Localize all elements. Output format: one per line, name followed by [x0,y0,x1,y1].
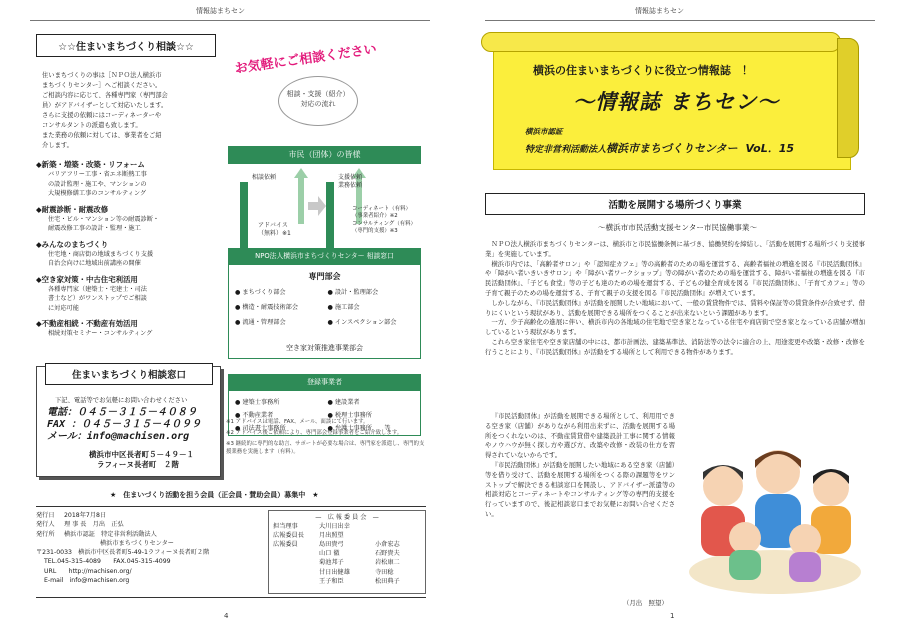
arrow-down-bar [326,182,334,248]
intro-line: 員）がアドバイザーとして対応いたします。 [42,102,168,109]
note-item: ※2 アドバイス後ご依頼により、専門部会登録事業者をご紹介致します。 [226,430,403,436]
article-paragraph: しかしながら、『市民活動団体』が活動を展開したい地域において、一般の賃貸物件では、賃料や保証等の賃貸条件が合致せず、借りにくいという現状があり、活動を展開できる場所をつくることが出来ないという課題があります。 [485,298,865,317]
article-paragraph: 横浜市内では、「高齢者サロン」や「認知症カフェ」等の高齢者のための場を運営する、高齢者福祉の増進を図る『市民活動団体』や「障がい者いきいきサロン」や「障がい者ワークショップ」等の障がい者のための場を運営する、障がい者福祉の増進を図る『市民活動団体』、「子ども食堂」等の子ども達のための場を運営する、子どもの健全育成を図る『市民活動団体』、「子育てカフェ」等の子育て親子のための場を運営する、子育て親子の支援を図る『市民活動団体』が増えています。 [485,259,865,297]
committee-role [273,568,319,577]
running-head-right: 情報誌まちセン [635,7,684,15]
service-desc: に対応可能 [48,304,79,312]
service-title: ◆新築・増築・改築・リフォーム [36,160,145,169]
scroll-top-roll [481,32,841,52]
service-desc: 自治会向けに地域出前講座の開催 [48,260,141,267]
consult-intro [36,71,216,151]
section-subtitle: ～横浜市市民活動支援センター市民協働事業～ [597,223,758,232]
article-paragraph: 『市民活動団体』が活動を展開できる場所として、利用用できる空き家（店舗）がありながら利用出来ずに、活動を展開する場所をつくれないのは、不動産賃貸借や建築設計工事に関する情報やノウハウが無く探し方や選び方、改築や改修・改装の仕方を習得されていないからです。 [485,412,675,460]
committee-role: 広報委員長 [273,532,304,540]
header-rule-left [30,20,430,21]
page-number-left: 4 [224,612,229,620]
person-body [789,552,821,582]
colophon-row [36,567,261,576]
label-line: コンサルティング（有料） [352,220,416,227]
person-body [729,550,761,580]
banner-cert: 横浜市認証 [525,127,563,136]
label-line: （専門的支援）※3 [352,228,398,235]
running-head-left: 情報誌まちセン [196,7,245,15]
email-address[interactable]: メール：info@machisen.org [47,431,190,442]
service-desc: 住宅・ビル・マンション等の耐震診断・ [48,215,160,223]
service-title: ◆みんなのまちづくり [36,239,109,249]
table-shape [689,550,861,594]
note-item: ※1 アドバイスは電話、FAX、メール、面談にて行います。 [226,419,369,425]
oval-line: 対応の流れ [300,100,336,108]
service-item [36,274,216,314]
label-line: （事業者紹介）※2 [352,213,398,220]
dept-item: ● 施工部会 [327,304,360,311]
banner-title: ～情報誌 まちセン～ [573,90,780,114]
colophon-row [36,548,261,557]
label-consult-request: 相談依頼 [252,174,277,181]
address-line: ラフィーヌ長者町 ２階 [97,460,179,469]
service-desc: 相続対策セミナー・コンサルティング [48,330,153,337]
article-paragraph: これら空き家住宅や空き家店舗の中には、都市計画法、建築基準法、消防法等の法令に適合の上、用途変更や改築・改修・改修を行うことにより、『市民活動団体』が活動をする場所として利用できる物件があります。 [485,337,865,356]
service-title: ◆耐震診断・耐震改修 [36,204,109,214]
committee-member: 月出照望 [319,532,344,540]
service-desc: バリアフリー工事・省エネ断熱工事 [48,171,147,178]
email-link[interactable]: E-mail info@machisen.org [44,577,130,585]
registered-business-bar: 登録事業者 [228,374,421,390]
flow-oval [278,76,358,126]
banner-org [525,140,794,156]
article-body [485,240,865,358]
committee-row [273,540,421,549]
window-note: 下記、電話等でお気軽にお問い合わせください [55,397,188,404]
label-line: コーディネート（有料） [352,206,411,212]
committee-member: 岩松康二 [375,559,400,567]
consult-title: ☆☆住まいまちづくり相談☆☆ [36,34,216,57]
colophon-row [36,530,261,539]
committee-member: 大川日出幸 [319,523,350,531]
colophon-value: 横浜市認証 特定非営利活動法人 [64,530,157,538]
registered-item: ● 建設業者 [327,399,360,406]
committee-member: 石野貴夫 [375,550,400,558]
arrow-up-head [294,168,308,178]
org-name: 横浜市まちづくりセンター [606,142,738,155]
flow-notes [226,418,426,459]
committee-member: 王子和臣 [319,577,344,585]
service-item [36,159,216,199]
service-desc: 各種専門家（建築士・宅建士・司法 [48,285,147,293]
committee-member: 寺田稔 [375,568,394,576]
arrow-down-bar [240,182,248,248]
publisher-info [36,511,261,585]
committee-member: 小倉宏志 [375,541,400,549]
committee-role [273,549,319,558]
article-body-narrow [485,412,675,520]
label-line: 業務依頼 [338,182,363,189]
committee-row [273,577,421,586]
title-banner [475,28,865,178]
okigaru-heading: お気軽にご相談ください [233,42,378,77]
committee-role: 広報委員 [273,541,298,549]
url-link[interactable]: URL http://machisen.org/ [44,567,132,575]
committee-row [273,558,421,567]
service-item [36,239,216,269]
article-paragraph: 『市民活動団体』が活動を展開したい地域にある空き家（店舗）等を借り受けて、活動を展開する場所をつくる際の課題等をワンストップで解決できる相談窓口を開設し、アドバイザー派遣等の相談対応とコーディネートやコンサルティング等の専門的支援を行っていますので、後記相談窓口までお気軽にお問い合せください。 [485,460,675,518]
colophon-row [36,576,261,585]
dept-item: ● インスペクション部会 [327,319,397,326]
article-paragraph: ＮＰＯ法人横浜市まちづくりセンターは、横浜市と市民協働条例に基づき、協働契約を締結し、「活動を展開する場所づくり支援事業」を実施しています。 [485,240,865,258]
person-head [789,524,821,556]
committee-row [273,531,421,540]
label-advice [258,222,291,238]
colophon-key: 発行日 [36,512,55,519]
service-title: ◆空き家対策・中古住宅利活用 [36,274,138,284]
committee-heading: — 広 報 委 員 会 — [315,514,379,521]
intro-line: また業務の依頼に対しては、事業者をご紹 [42,132,162,139]
committee-member: 島田貴弓 [319,541,344,549]
colophon-value: TEL.045-315-4089 FAX.045-315-4099 [44,558,171,566]
service-title: ◆不動産相続・不動産有効活用 [36,319,138,328]
dept-item: ● 設計・監理部会 [327,289,379,296]
header-rule-right [485,20,875,21]
article-paragraph: 一方、少子高齢化の進展に伴い、横浜市内の各地域の住宅地で空き家となっている住宅や商店街で空き家となっている店舗が増加しているという現状があります。 [485,318,865,337]
consult-section [36,34,216,354]
committee-row [273,522,421,531]
service-list [36,159,216,339]
scroll-right-roll [837,38,859,158]
consult-window-box [36,366,221,477]
intro-line: コンサルタントの派遣も致します。 [42,122,142,129]
colophon-value: 理 事 長 月出 正弘 [64,521,124,529]
registered-item: ● 建築士事務所 [235,399,280,406]
phone-number[interactable]: 電話：０４５－３１５－４０８９ [47,407,197,418]
registered-item: ● 不動産業者 [235,412,274,419]
dept-item: ● 流通・管理部会 [235,319,286,326]
banner-subtitle: 横浜の住まいまちづくりに役立つ情報誌 ！ [533,64,753,77]
npo-window-bar: NPO法人横浜市まちづくりセンター 相談窓口 [228,248,421,264]
person-head [729,522,761,554]
colophon-row [36,557,261,566]
committee-member: 山口 徹 [319,550,340,558]
service-desc: の設計監理・施工や、マンションの [48,180,147,188]
committee-member: 甘日出健雄 [319,568,350,576]
volume-number: VoL．15 [745,142,795,155]
committee-role: 担当理事 [273,523,298,531]
service-item [36,318,216,339]
colophon-value: 横浜市まちづくりセンター [100,539,174,547]
label-line: （無料）※1 [258,230,291,237]
note-item: ※3 継続的に専門的な助言、サポートが必要な場合は、専門家を派遣し、専門的支援業務を実施します（有料）。 [226,441,425,455]
colophon-value: 2018年7月8日 [64,512,107,519]
section-title: 活動を展開する場所づくり事業 [485,193,865,215]
fax-number: FAX ：０４５－３１５－４０９９ [47,419,202,430]
service-desc: 書士など）がワンストップでご相談 [48,295,147,302]
right-page [455,0,900,636]
label-line: アドバイス [258,222,288,229]
label-coordinate [352,206,416,236]
committee-role [273,577,319,586]
window-contacts [47,407,201,443]
npo-box [228,264,421,359]
label-support-request [338,174,362,190]
intro-line: ご相談内容に応じて、各種専門家（専門部会 [42,92,168,99]
arrow-right-bar [308,202,318,210]
committee-role [273,558,319,567]
pr-committee [268,510,426,594]
service-desc: 耐震改修工事の設計・監理・施工 [48,225,141,232]
registered-item: ● 弁護士事務所 等 [327,425,391,432]
committee-member: 菊池邦子 [319,559,344,567]
colophon-value: 〒231-0033 横浜市中区長者町5-49-1ラフィーヌ長者町２階 [36,549,210,557]
service-desc: 住宅地・商店街の地域まちづくり支援 [48,250,154,258]
member-recruit: ★ 住まいづくり活動を担う会員（正会員・賛助会員）募集中 ★ [110,491,319,499]
committee-row [273,568,421,577]
committee-member: 松田典子 [375,577,400,585]
family-illustration [683,422,868,598]
service-desc: 大規模修繕工事のコンサルティング [48,190,147,197]
window-address [89,450,194,470]
committee-row [273,549,421,558]
org-prefix: 特定非営利活動法人 [525,145,607,155]
address-line: 横浜市中区長者町５－４９－１ [89,450,194,459]
service-item [36,204,216,234]
registered-item: ● 税理士事務所 [327,412,372,419]
intro-line: 介します。 [42,142,73,149]
colophon-row [36,520,261,529]
dept-item: ● 構造・耐震技術部会 [235,304,299,311]
arrow-up-bar [298,178,304,224]
intro-line: さらに支援の依頼にはコーディネーターや [42,112,162,119]
consult-flow-diagram [226,34,426,454]
citizen-bar: 市民（団体）の皆様 [228,146,421,164]
intro-line: まちづくりセンター］へご相談ください。 [42,82,162,89]
expert-committee-title: 専門部会 [308,272,341,281]
colophon-row [36,539,261,548]
window-title: 住まいまちづくり相談窓口 [45,363,213,385]
vacant-house-committee: 空き家対策推進事業部会 [286,344,363,352]
intro-line: 住いまちづくりの事は［ＮＰＯ法人横浜市 [42,72,162,79]
dept-item: ● まちづくり部会 [235,289,286,296]
registered-item: ● 司法書士事務所 [235,425,286,432]
arrow-right-head [318,196,326,216]
colophon-row [36,511,261,520]
article-author: （月出 照望） [623,599,668,607]
oval-line: 相談・支援（紹介） [286,90,350,98]
dept-list [235,287,420,326]
colophon-key: 発行人 [36,521,55,529]
colophon [36,506,426,598]
colophon-key: 発行所 [36,530,55,538]
page-number-right: 1 [670,612,675,620]
label-line: 支援依頼 [338,174,363,181]
